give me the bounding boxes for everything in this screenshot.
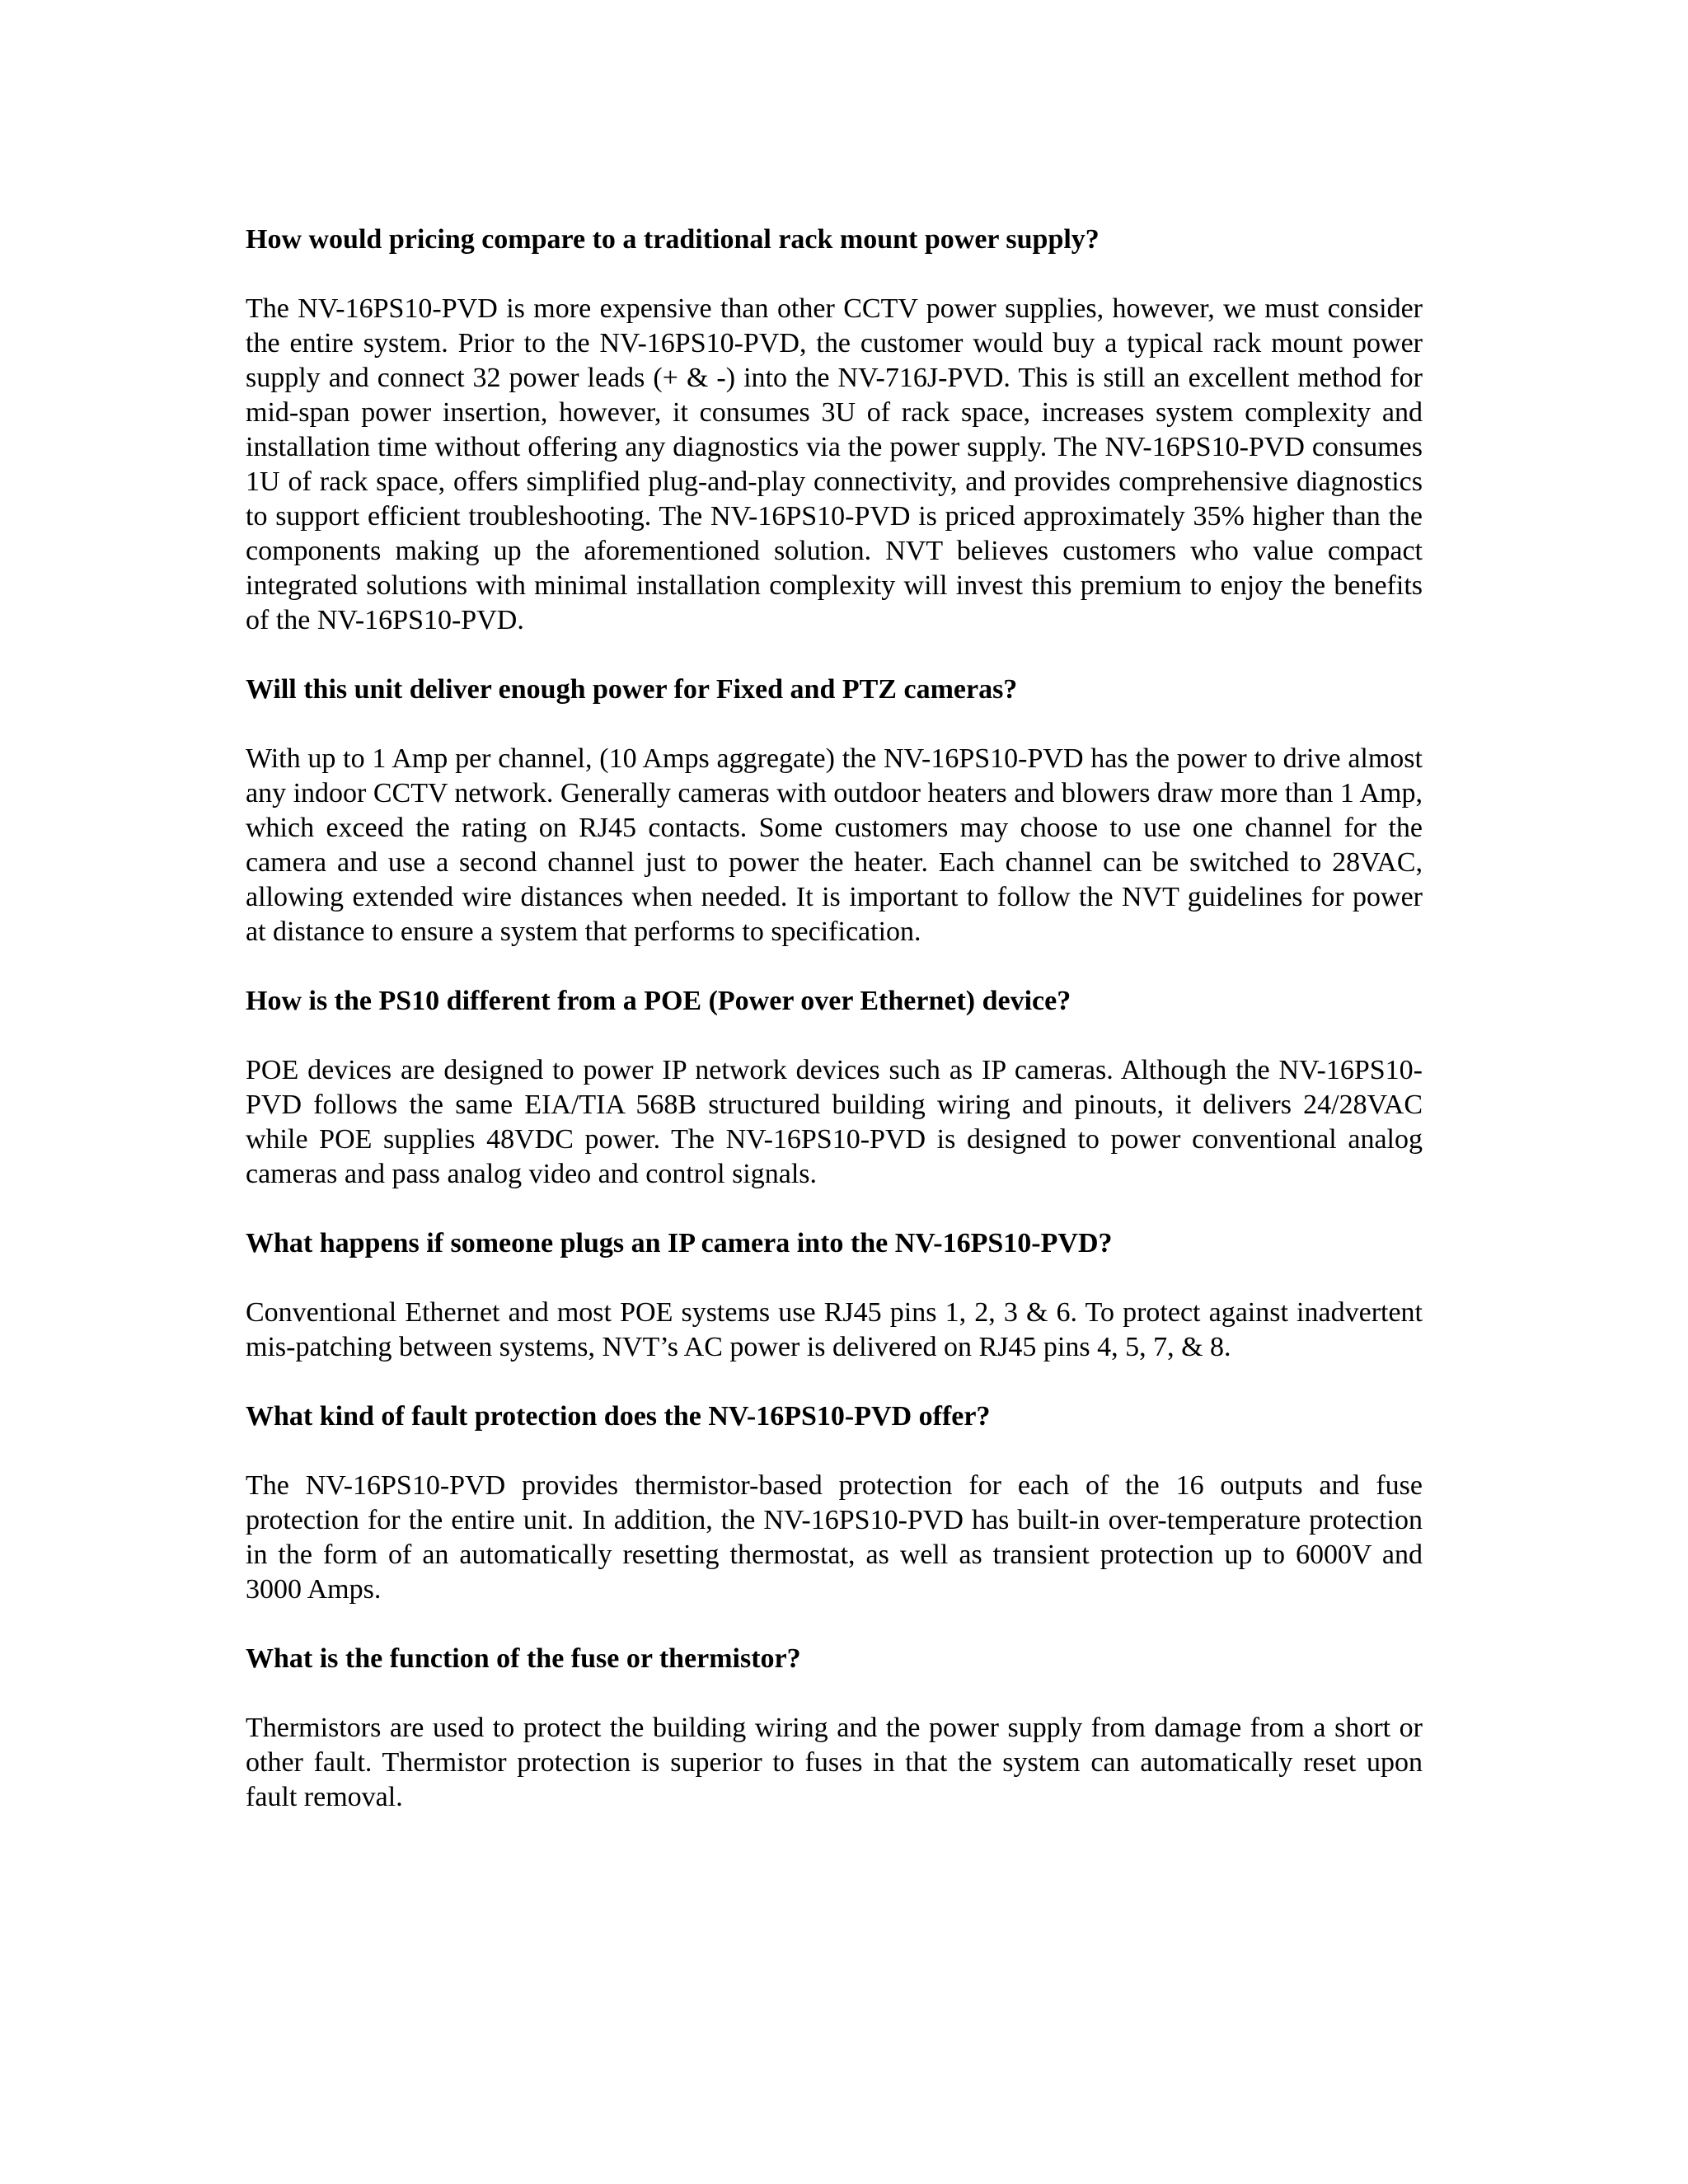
faq-question: What is the function of the fuse or thermistor? bbox=[246, 1643, 801, 1674]
faq-section-ip-camera bbox=[246, 1226, 1423, 1365]
faq-answer: Thermistors are used to protect the building wiring and the power supply from damage from a short or other fault. Thermistor protection is superior to fuses in that the system can automatically reset upon fault removal. bbox=[246, 1713, 1423, 1812]
faq-section-fault-protection bbox=[246, 1399, 1423, 1607]
faq-answer: The NV-16PS10-PVD provides thermistor-based protection for each of the 16 outputs and fuse protection for the entire unit. In addition, the NV-16PS10-PVD has built-in over-temperature protection in the form of an automatically resetting thermostat, as well as transient protection up to 6000V and 3000 Amps. bbox=[246, 1470, 1423, 1605]
faq-section-pricing bbox=[246, 223, 1423, 638]
faq-section-power-capacity bbox=[246, 673, 1423, 949]
faq-answer: With up to 1 Amp per channel, (10 Amps aggregate) the NV-16PS10-PVD has the power to drive almost any indoor CCTV network. Generally cameras with outdoor heaters and blowers draw more than 1 Amp, which exceed the rating on RJ45 contacts. Some customers may choose to use one channel for the camera and use a second channel just to power the heater. Each channel can be switched to 28VAC, allowing extended wire distances when needed. It is important to follow the NVT guidelines for power at distance to ensure a system that performs to specification. bbox=[246, 743, 1423, 947]
faq-section-fuse-thermistor bbox=[246, 1642, 1423, 1815]
faq-answer: Conventional Ethernet and most POE systems use RJ45 pins 1, 2, 3 & 6. To protect against inadvertent mis-patching between systems, NVT’s AC power is delivered on RJ45 pins 4, 5, 7, & 8. bbox=[246, 1297, 1423, 1362]
faq-question: How would pricing compare to a traditional rack mount power supply? bbox=[246, 224, 1100, 255]
faq-section-poe-difference bbox=[246, 984, 1423, 1192]
faq-answer: The NV-16PS10-PVD is more expensive than other CCTV power supplies, however, we must consider the entire system. Prior to the NV-16PS10-PVD, the customer would buy a typical rack mount power supply and connect 32 power leads (+ & -) into the NV-716J-PVD. This is still an excellent method for mid-span power insertion, however, it consumes 3U of rack space, increases system complexity and installation time without offering any diagnostics via the power supply. The NV-16PS10-PVD consumes 1U of rack space, offers simplified plug-and-play connectivity, and provides comprehensive diagnostics to support efficient troubleshooting. The NV-16PS10-PVD is priced approximately 35% higher than the components making up the aforementioned solution. NVT believes customers who value compact integrated solutions with minimal installation complexity will invest this premium to enjoy the benefits of the NV-16PS10-PVD. bbox=[246, 293, 1423, 635]
document-page bbox=[246, 223, 1423, 1849]
faq-question: What kind of fault protection does the NV-16PS10-PVD offer? bbox=[246, 1401, 991, 1432]
faq-answer: POE devices are designed to power IP network devices such as IP cameras. Although the NV-16PS10-PVD follows the same EIA/TIA 568B structured building wiring and pinouts, it delivers 24/28VAC while POE supplies 48VDC power. The NV-16PS10-PVD is designed to power conventional analog cameras and pass analog video and control signals. bbox=[246, 1055, 1423, 1189]
faq-question: How is the PS10 different from a POE (Power over Ethernet) device? bbox=[246, 986, 1071, 1016]
faq-question: What happens if someone plugs an IP camera into the NV-16PS10-PVD? bbox=[246, 1228, 1113, 1258]
faq-question: Will this unit deliver enough power for Fixed and PTZ cameras? bbox=[246, 674, 1018, 705]
